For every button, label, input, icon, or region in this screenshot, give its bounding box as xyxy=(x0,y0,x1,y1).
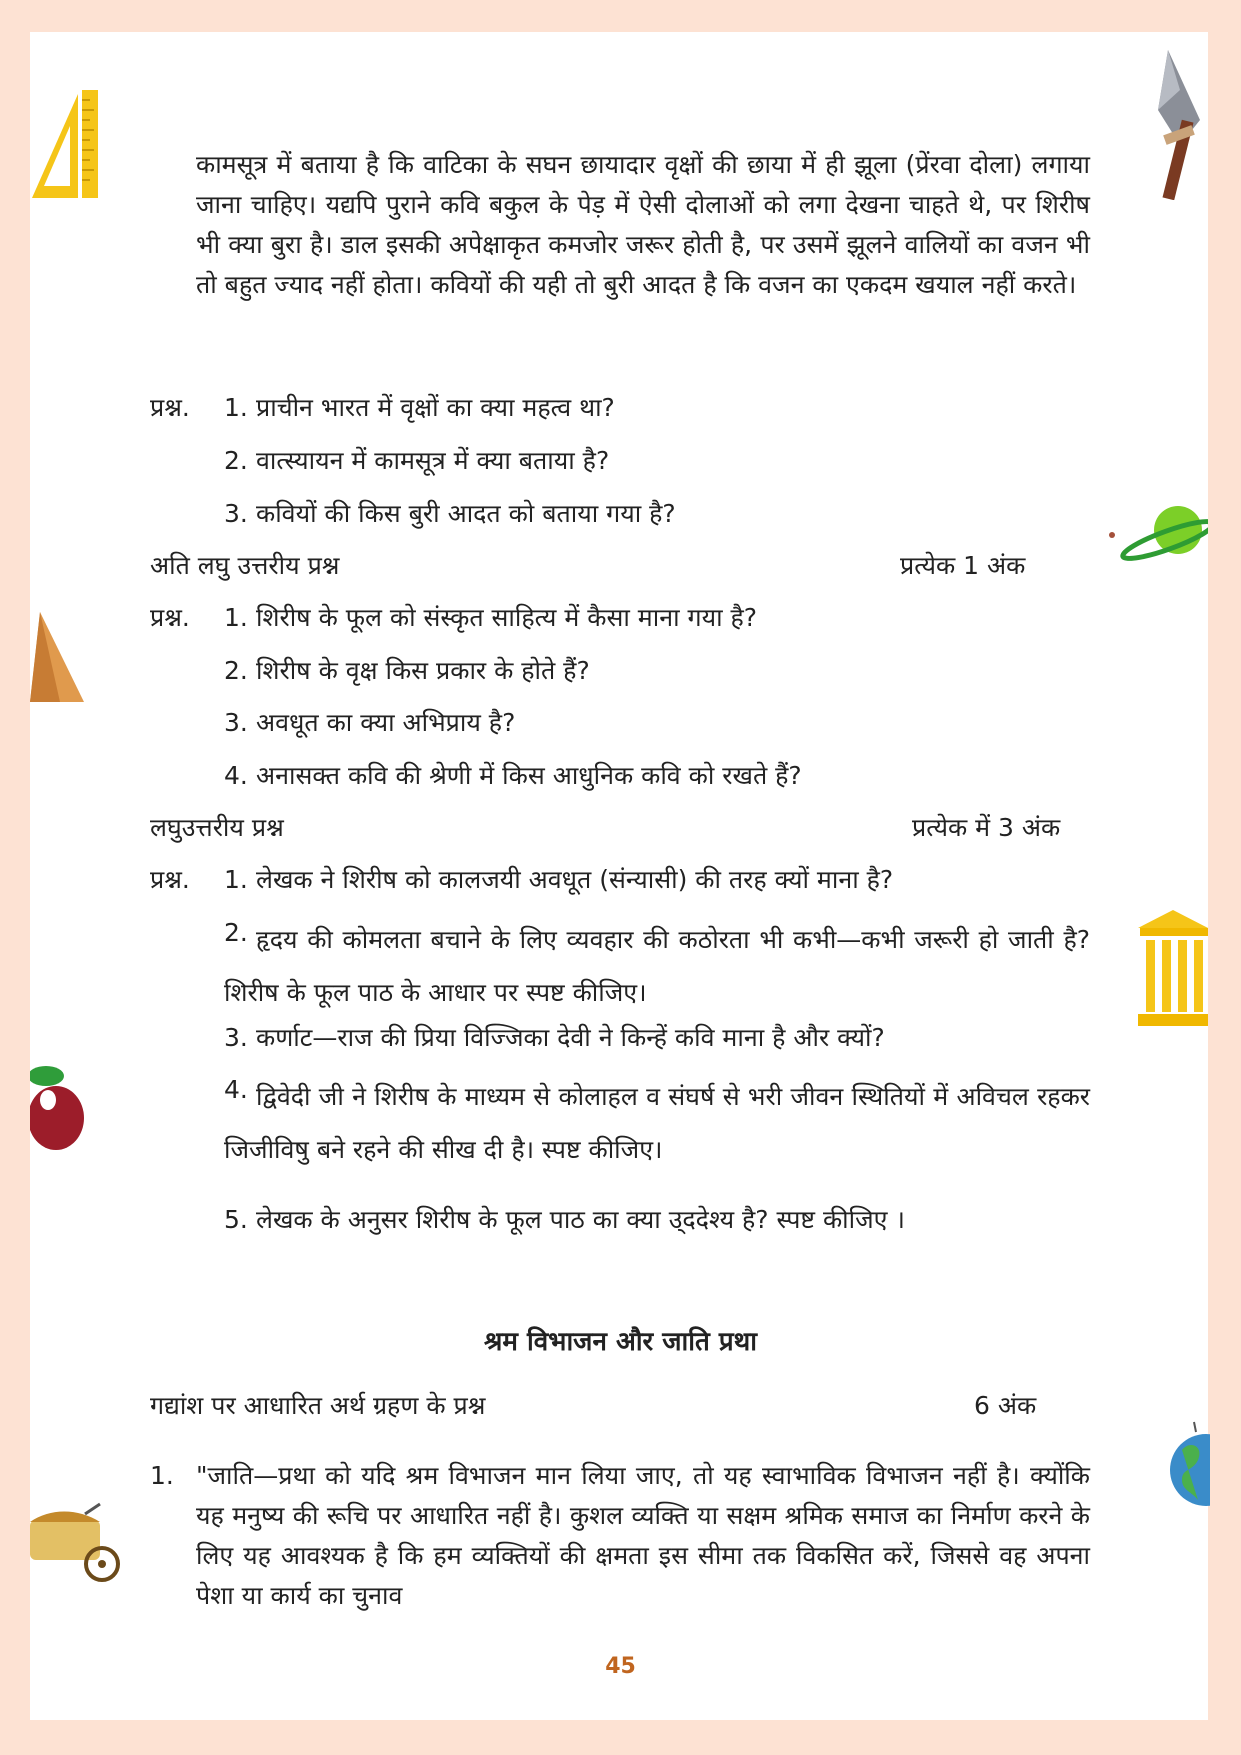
cart-icon xyxy=(30,1500,125,1590)
section-marks: प्रत्येक 1 अंक xyxy=(900,551,1026,580)
question-label: प्रश्न. xyxy=(150,865,190,894)
item-number: 1. xyxy=(150,1461,174,1490)
question-number: 4. xyxy=(224,761,248,790)
section-heading: अति लघु उत्तरीय प्रश्न xyxy=(150,551,340,580)
question-text: कर्णाट—राज की प्रिया विज्जिका देवी ने किन्हें कवि माना है और क्यों? xyxy=(256,1023,885,1052)
stone-axe-icon xyxy=(1150,50,1210,200)
section-heading: गद्यांश पर आधारित अर्थ ग्रहण के प्रश्न xyxy=(150,1391,486,1420)
question-number: 3. xyxy=(224,708,248,737)
question-number: 4. xyxy=(224,1075,248,1104)
question-number: 2. xyxy=(224,918,248,947)
globe-icon xyxy=(1168,1420,1210,1520)
question-text: लेखक ने शिरीष को कालजयी अवधूत (संन्यासी) की तरह क्यों माना है? xyxy=(256,865,894,894)
question-text: शिरीष के फूल को संस्कृत साहित्य में कैसा माना गया है? xyxy=(256,603,758,632)
question-text: वात्स्यायन में कामसूत्र में क्या बताया है? xyxy=(256,446,610,475)
fruit-icon xyxy=(30,1060,86,1164)
question-label: प्रश्न. xyxy=(150,603,190,632)
question-text: प्राचीन भारत में वृक्षों का क्या महत्व था? xyxy=(256,393,615,422)
question-text: कवियों की किस बुरी आदत को बताया गया है? xyxy=(256,499,676,528)
temple-icon xyxy=(1138,910,1208,1030)
question-number: 2. xyxy=(224,656,248,685)
question-text: द्विवेदी जी ने शिरीष के माध्यम से कोलाहल व संघर्ष से भरी जीवन स्थितियों में अविचल रहकर जिजीविषु बने रहने की सीख दी है। स्पष्ट कीजिए। xyxy=(224,1082,1090,1164)
ruler-icon xyxy=(30,90,100,200)
question-text: लेखक के अनुसर शिरीष के फूल पाठ का क्या उ्ददेश्य है? स्पष्ट कीजिए । xyxy=(256,1205,905,1234)
question-number: 1. xyxy=(224,865,248,894)
question-text: शिरीष के वृक्ष किस प्रकार के होते हैं? xyxy=(256,656,590,685)
question-number: 5. xyxy=(224,1205,248,1234)
question-number: 3. xyxy=(224,499,248,528)
question-number: 1. xyxy=(224,603,248,632)
question-text: अनासक्त कवि की श्रेणी में किस आधुनिक कवि को रखते हैं? xyxy=(256,761,802,790)
question-text: अवधूत का क्या अभिप्राय है? xyxy=(256,708,516,737)
section-marks: 6 अंक xyxy=(974,1391,1037,1420)
section-heading: लघुउत्तरीय प्रश्न xyxy=(150,813,284,842)
question-label: प्रश्न. xyxy=(150,393,190,422)
chapter-title: श्रम विभाजन और जाति प्रथा xyxy=(483,1327,758,1357)
passage-2: "जाति—प्रथा को यदि श्रम विभाजन मान लिया जाए, तो यह स्वाभाविक विभाजन नहीं है। क्योंकि यह मनुष्य की रूचि पर आधारित नहीं है। कुशल व्यक्ति या सक्षम श्रमिक समाज का निर्माण करने के लिए यह आवश्यक है कि हम व्यक्तियों की क्षमता इस सीमा तक विकसित करें, जिससे वह अपना पेशा या कार्य का चुनाव xyxy=(196,1461,1090,1610)
passage-1: कामसूत्र में बताया है कि वाटिका के सघन छायादार वृक्षों की छाया में ही झूला (प्रेंरवा दोला) लगाया जाना चाहिए। यद्यपि पुराने कवि बकुल के पेड़ में ऐसी दोलाओं को लगा देखना चाहते थे, पर शिरीष भी क्या बुरा है। डाल इसकी अपेक्षाकृत कमजोर जरूर होती है, पर उसमें झूलने वालियों का वजन भी तो बहुत ज्याद नहीं होता। कवियों की यही तो बुरी आदत है कि वजन का एकदम खयाल नहीं करते। xyxy=(196,150,1090,299)
question-number: 3. xyxy=(224,1023,248,1052)
question-text: हृदय की कोमलता बचाने के लिए व्यवहार की कठोरता भी कभी—कभी जरूरी हो जाती है? शिरीष के फूल पाठ के आधार पर स्पष्ट कीजिए। xyxy=(224,925,1090,1007)
pyramid-icon xyxy=(30,612,86,704)
page-number: 45 xyxy=(605,1654,636,1679)
planet-icon xyxy=(1108,500,1208,570)
section-marks: प्रत्येक में 3 अंक xyxy=(912,813,1061,842)
question-number: 1. xyxy=(224,393,248,422)
question-number: 2. xyxy=(224,446,248,475)
